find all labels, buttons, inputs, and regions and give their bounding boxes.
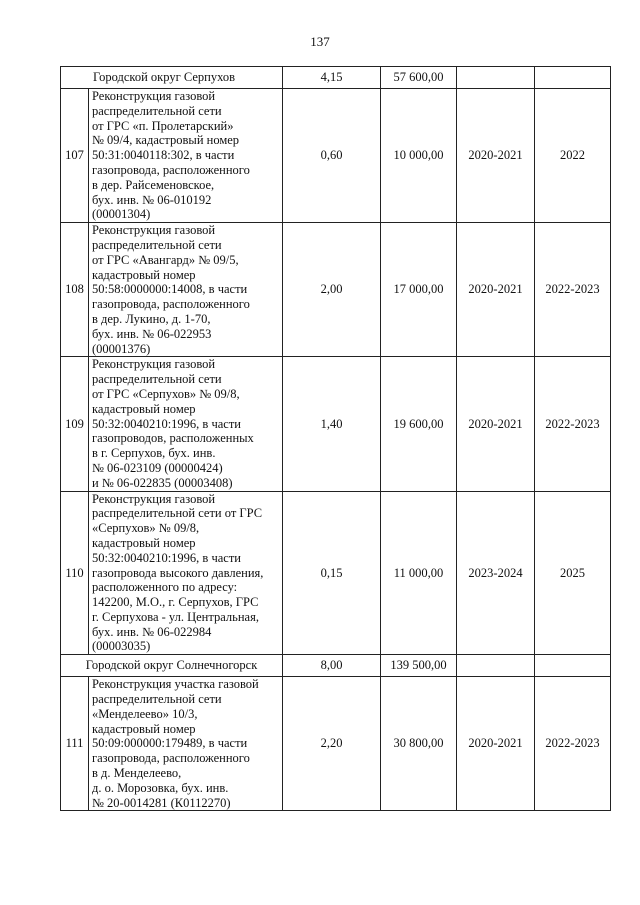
- cost: 19 600,00: [381, 357, 457, 491]
- group-name: Городской округ Солнечногорск: [61, 655, 283, 677]
- cost: 11 000,00: [381, 491, 457, 655]
- row-number: 109: [61, 357, 89, 491]
- table-row: [61, 491, 611, 655]
- row-number: 108: [61, 223, 89, 357]
- object-description: [89, 677, 283, 811]
- description-line: и № 06-022835 (00003408): [92, 475, 233, 490]
- description-line: 50:09:000000:179489, в части: [92, 736, 248, 751]
- table-body: [61, 67, 611, 811]
- empty-cell: [457, 655, 535, 677]
- description-line: бух. инв. № 06-010192: [92, 192, 212, 207]
- empty-cell: [457, 67, 535, 89]
- description-line: бух. инв. № 06-022984: [92, 624, 212, 639]
- description-line: кадастровый номер: [92, 401, 196, 416]
- object-description: [89, 89, 283, 223]
- group-length: 4,15: [283, 67, 381, 89]
- row-number: 110: [61, 491, 89, 655]
- description-line: распределительной сети: [92, 372, 222, 387]
- length-km: 0,60: [283, 89, 381, 223]
- row-number: 107: [61, 89, 89, 223]
- description-line: в дер. Лукино, д. 1-70,: [92, 311, 211, 326]
- description-line: от ГРС «Авангард» № 09/5,: [92, 252, 239, 267]
- group-length: 8,00: [283, 655, 381, 677]
- description-line: кадастровый номер: [92, 267, 196, 282]
- design-period: 2020-2021: [457, 357, 535, 491]
- description-line: Реконструкция газовой: [92, 223, 216, 238]
- object-description: [89, 223, 283, 357]
- length-km: 2,20: [283, 677, 381, 811]
- cost: 10 000,00: [381, 89, 457, 223]
- table-row: [61, 677, 611, 811]
- group-cost: 139 500,00: [381, 655, 457, 677]
- description-line: 142200, М.О., г. Серпухов, ГРС: [92, 595, 259, 610]
- group-name: Городской округ Серпухов: [61, 67, 283, 89]
- description-line: в дер. Райсеменовское,: [92, 177, 215, 192]
- description-line: кадастровый номер: [92, 535, 196, 550]
- description-line: 50:58:0000000:14008, в части: [92, 282, 248, 297]
- description-line: распределительной сети: [92, 692, 222, 707]
- construction-period: 2022-2023: [535, 223, 611, 357]
- group-row: [61, 67, 611, 89]
- description-line: 50:32:0040210:1996, в части: [92, 550, 241, 565]
- description-line: распределительной сети: [92, 103, 222, 118]
- object-description: [89, 491, 283, 655]
- description-line: Реконструкция газовой: [92, 357, 216, 372]
- description-line: газопровода высокого давления,: [92, 565, 264, 580]
- design-period: 2023-2024: [457, 491, 535, 655]
- table-row: [61, 223, 611, 357]
- description-line: д. о. Морозовка, бух. инв.: [92, 780, 229, 795]
- design-period: 2020-2021: [457, 677, 535, 811]
- empty-cell: [535, 67, 611, 89]
- group-row: [61, 655, 611, 677]
- description-line: 50:32:0040210:1996, в части: [92, 416, 241, 431]
- table-row: [61, 89, 611, 223]
- construction-period: 2025: [535, 491, 611, 655]
- object-description: [89, 357, 283, 491]
- description-line: газопровода, расположенного: [92, 751, 250, 766]
- construction-period: 2022-2023: [535, 357, 611, 491]
- table-row: [61, 357, 611, 491]
- description-line: (00003035): [92, 639, 151, 654]
- page-number: 137: [310, 34, 330, 49]
- cost: 30 800,00: [381, 677, 457, 811]
- description-line: расположенного по адресу:: [92, 580, 238, 595]
- description-line: в г. Серпухов, бух. инв.: [92, 446, 216, 461]
- description-line: кадастровый номер: [92, 721, 196, 736]
- description-line: № 06-023109 (00000424): [92, 460, 223, 475]
- group-cost: 57 600,00: [381, 67, 457, 89]
- description-line: № 20-0014281 (К0112270): [92, 795, 231, 810]
- description-line: от ГРС «п. Пролетарский»: [92, 118, 234, 133]
- description-line: № 09/4, кадастровый номер: [92, 133, 240, 148]
- description-line: распределительной сети: [92, 237, 222, 252]
- empty-cell: [535, 655, 611, 677]
- description-line: бух. инв. № 06-022953: [92, 326, 212, 341]
- design-period: 2020-2021: [457, 89, 535, 223]
- description-line: Реконструкция газовой: [92, 89, 216, 103]
- description-line: газопровода, расположенного: [92, 297, 250, 312]
- description-line: в д. Менделеево,: [92, 766, 182, 781]
- description-line: «Серпухов» № 09/8,: [92, 521, 200, 536]
- description-line: г. Серпухова - ул. Центральная,: [92, 609, 259, 624]
- row-number: 111: [61, 677, 89, 811]
- description-line: от ГРС «Серпухов» № 09/8,: [92, 386, 240, 401]
- cost: 17 000,00: [381, 223, 457, 357]
- gas-network-table: [60, 66, 611, 811]
- construction-period: 2022: [535, 89, 611, 223]
- description-line: Реконструкция участка газовой: [92, 677, 259, 692]
- design-period: 2020-2021: [457, 223, 535, 357]
- length-km: 2,00: [283, 223, 381, 357]
- construction-period: 2022-2023: [535, 677, 611, 811]
- description-line: газопроводов, расположенных: [92, 431, 254, 446]
- description-line: распределительной сети от ГРС: [92, 506, 263, 521]
- description-line: (00001376): [92, 341, 151, 356]
- description-line: «Менделеево» 10/3,: [92, 706, 198, 721]
- description-line: газопровода, расположенного: [92, 162, 250, 177]
- description-line: Реконструкция газовой: [92, 491, 216, 506]
- length-km: 0,15: [283, 491, 381, 655]
- length-km: 1,40: [283, 357, 381, 491]
- description-line: 50:31:0040118:302, в части: [92, 148, 235, 163]
- description-line: (00001304): [92, 207, 151, 222]
